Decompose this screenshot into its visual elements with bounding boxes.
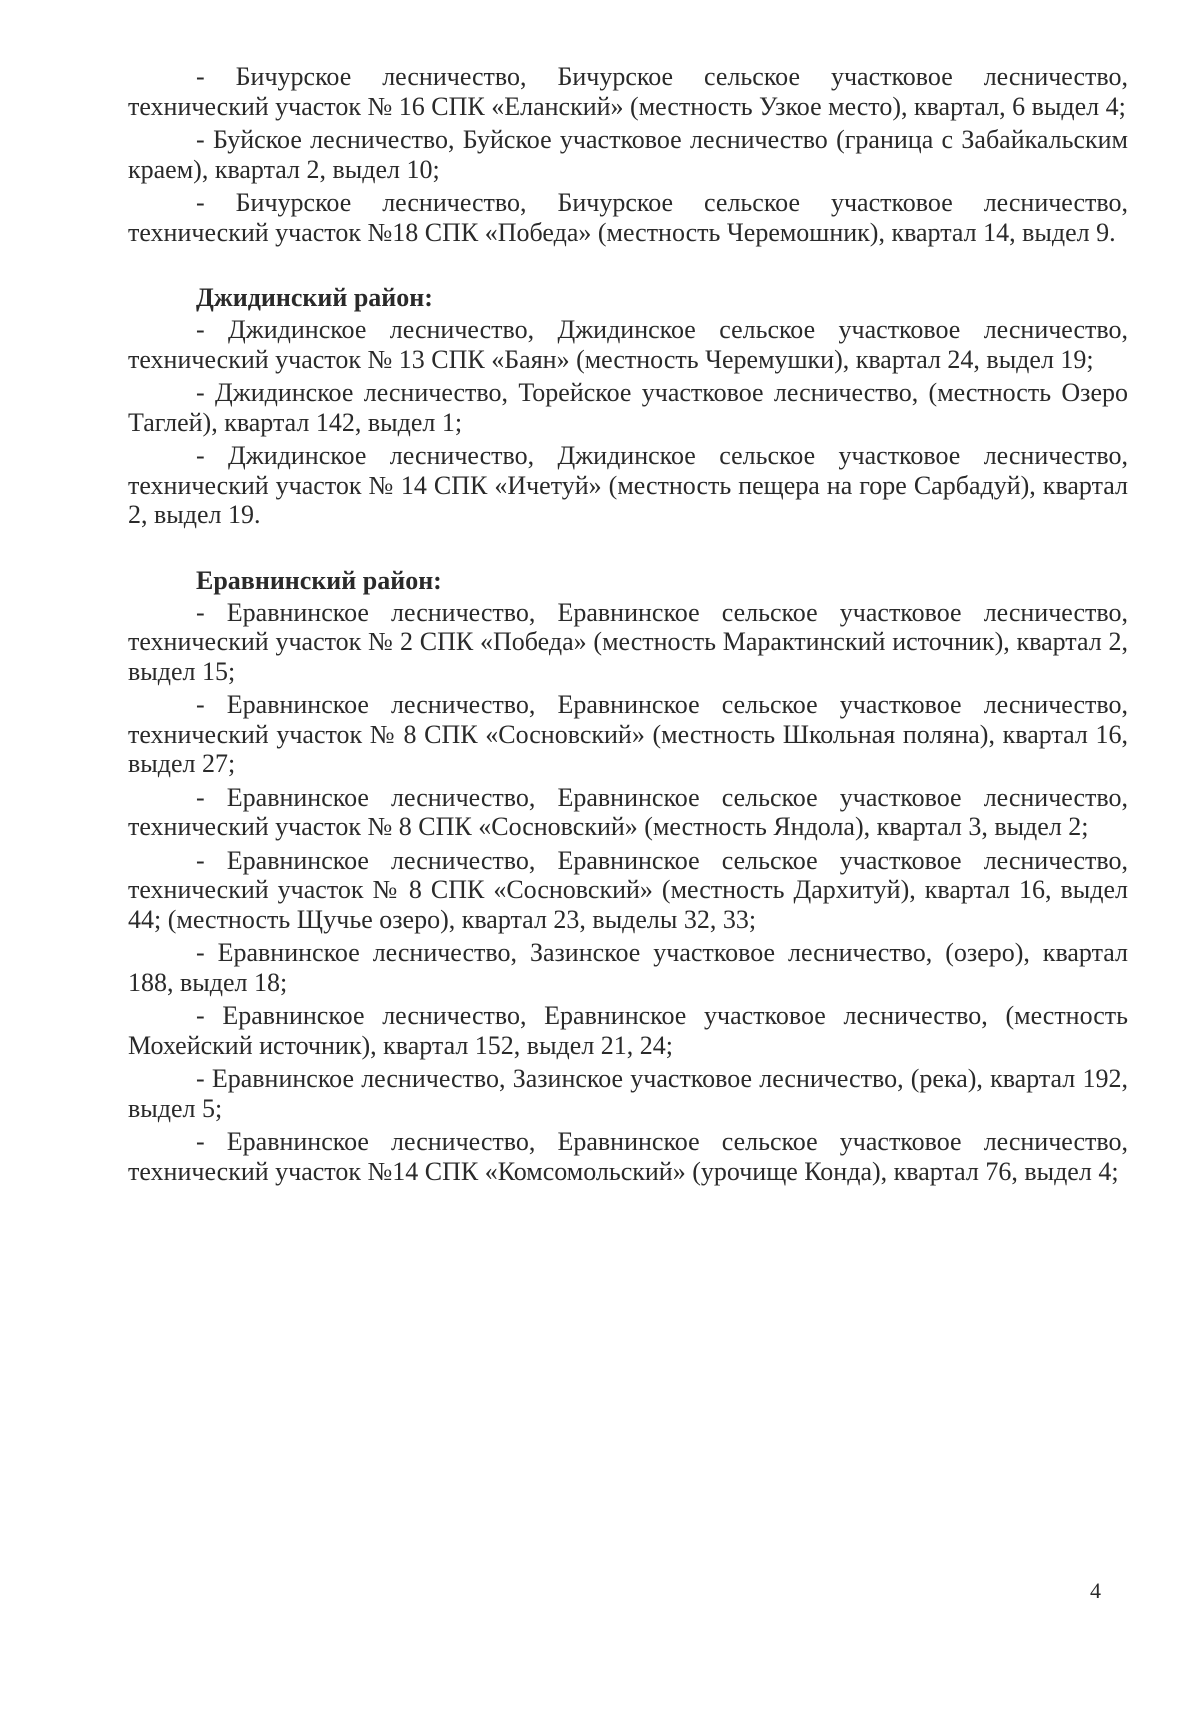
dzhida-item-3: - Джидинское лесничество, Джидинское сельское участковое лесничество, технический участок № 14 СПК «Ичетуй» (местность пещера на горе Сарбадуй), квартал 2, выдел 19. [128,441,1128,529]
section-heading-eravna: Еравнинский район: [196,565,442,595]
eravna-item-6: - Еравнинское лесничество, Еравнинское участковое лесничество, (местность Мохейский источник), квартал 152, выдел 21, 24; [128,1001,1128,1060]
page-number: 4 [1090,1578,1101,1603]
document-body [128,62,1128,1190]
dzhida-item-2: - Джидинское лесничество, Торейское участковое лесничество, (местность Озеро Таглей), квартал 142, выдел 1; [128,378,1128,437]
intro-item-1: - Бичурское лесничество, Бичурское сельское участковое лесничество, технический участок № 16 СПК «Еланский» (местность Узкое место), квартал, 6 выдел 4; [128,62,1128,121]
eravna-item-5: - Еравнинское лесничество, Зазинское участковое лесничество, (озеро), квартал 188, выдел 18; [128,938,1128,997]
intro-item-2: - Буйское лесничество, Буйское участковое лесничество (граница с Забайкальским краем), квартал 2, выдел 10; [128,125,1128,184]
eravna-item-8: - Еравнинское лесничество, Еравнинское сельское участковое лесничество, технический участок №14 СПК «Комсомольский» (урочище Конда), квартал 76, выдел 4; [128,1127,1128,1186]
eravna-item-4: - Еравнинское лесничество, Еравнинское сельское участковое лесничество, технический участок № 8 СПК «Сосновский» (местность Дархитуй), квартал 16, выдел 44; (местность Щучье озеро), квартал 23, выделы 32, 33; [128,845,1128,934]
intro-item-3: - Бичурское лесничество, Бичурское сельское участковое лесничество, технический участок №18 СПК «Победа» (местность Черемошник), квартал 14, выдел 9. [128,188,1128,247]
eravna-item-7: - Еравнинское лесничество, Зазинское участковое лесничество, (река), квартал 192, выдел 5; [128,1064,1128,1123]
dzhida-item-1: - Джидинское лесничество, Джидинское сельское участковое лесничество, технический участок № 13 СПК «Баян» (местность Черемушки), квартал 24, выдел 19; [128,315,1128,374]
eravna-item-1: - Еравнинское лесничество, Еравнинское сельское участковое лесничество, технический участок № 2 СПК «Победа» (местность Марактинский источник), квартал 2, выдел 15; [128,597,1128,686]
section-heading-dzhida: Джидинский район: [196,283,433,312]
eravna-item-2: - Еравнинское лесничество, Еравнинское сельское участковое лесничество, технический участок № 8 СПК «Сосновский» (местность Школьная поляна), квартал 16, выдел 27; [128,690,1128,778]
eravna-item-3: - Еравнинское лесничество, Еравнинское сельское участковое лесничество, технический участок № 8 СПК «Сосновский» (местность Яндола), квартал 3, выдел 2; [128,782,1128,841]
